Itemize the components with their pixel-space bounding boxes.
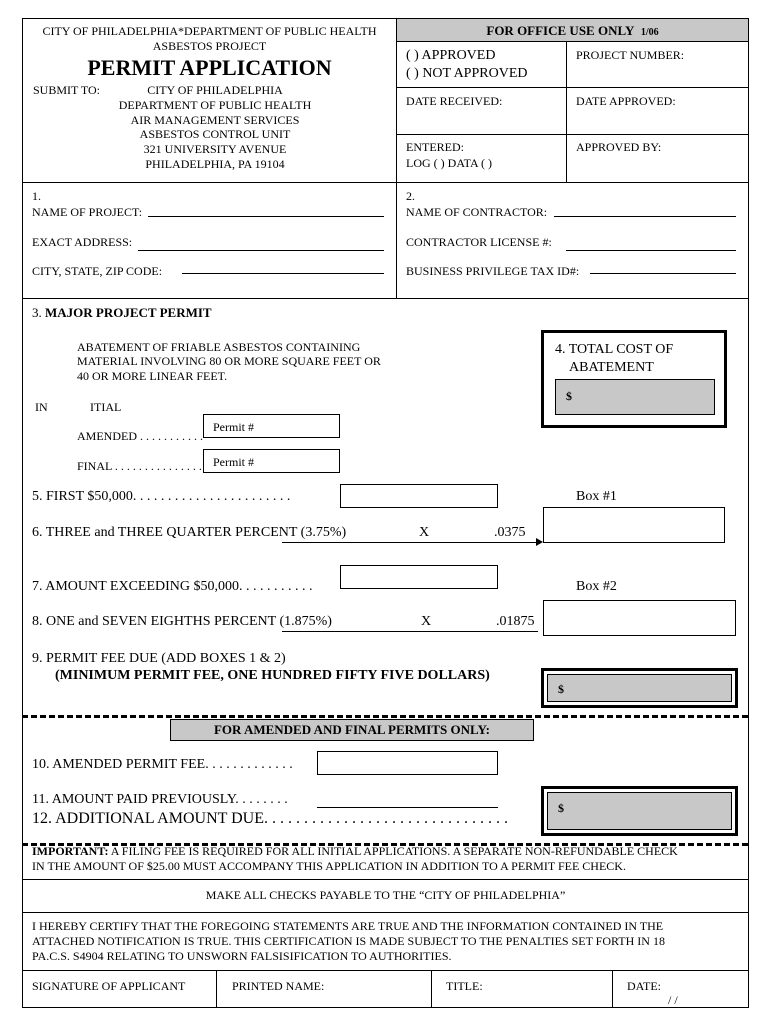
printed-name-field[interactable] xyxy=(217,995,430,1007)
abatement-description: ABATEMENT OF FRIABLE ASBESTOS CONTAINING xyxy=(77,340,361,354)
contractor-license-label: CONTRACTOR LICENSE #: xyxy=(406,235,552,249)
entered-label: ENTERED: xyxy=(406,140,464,154)
final-label: FINAL . . . . . . . . . . . . . . . xyxy=(77,459,202,473)
line-10-label: 10. AMENDED PERMIT FEE. . . . . . . . . . . . . xyxy=(32,757,293,772)
divider xyxy=(566,41,567,182)
address-line: PHILADELPHIA, PA 19104 xyxy=(145,157,285,171)
divider xyxy=(22,879,749,880)
abatement-description: 40 OR MORE LINEAR FEET. xyxy=(77,369,228,383)
divider xyxy=(397,87,748,88)
total-cost-field[interactable] xyxy=(555,379,715,415)
certification-text: I HEREBY CERTIFY THAT THE FOREGOING STATEMENTS ARE TRUE AND THE INFORMATION CONTAINED IN THE xyxy=(32,919,664,933)
divider xyxy=(22,182,749,183)
business-tax-label: BUSINESS PRIVILEGE TAX ID#: xyxy=(406,264,580,278)
address-line: 321 UNIVERSITY AVENUE xyxy=(143,142,287,156)
section-2-number: 2. xyxy=(406,189,415,203)
amended-label: AMENDED . . . . . . . . . . . xyxy=(77,429,203,443)
dollar-sign: $ xyxy=(566,389,572,403)
address-line: DEPARTMENT OF PUBLIC HEALTH xyxy=(118,98,312,112)
certification-text: ATTACHED NOTIFICATION IS TRUE. THIS CERTIFICATION IS MADE SUBJECT TO THE PENALTIES SET FORTH IN 18 xyxy=(32,934,665,948)
office-use-title-text: FOR OFFICE USE ONLY xyxy=(486,23,635,38)
amended-permit-fee-field[interactable] xyxy=(317,751,498,775)
divider xyxy=(22,298,749,299)
title-label: TITLE: xyxy=(446,979,483,993)
divider xyxy=(22,970,749,971)
box-1-field[interactable] xyxy=(543,507,725,543)
divider xyxy=(22,912,749,913)
office-use-title xyxy=(397,24,748,40)
amended-final-banner xyxy=(170,719,534,741)
date-field[interactable]: / / xyxy=(668,993,678,1007)
permit-hash-label: Permit # xyxy=(213,420,254,434)
address-line: CITY OF PHILADELPHIA xyxy=(147,83,283,97)
underline xyxy=(282,631,538,632)
agency-line-2: ASBESTOS PROJECT xyxy=(152,39,267,53)
important-text: A FILING FEE IS REQUIRED FOR ALL INITIAL APPLICATIONS. A SEPARATE NON-REFUNDABLE CHECK xyxy=(108,844,678,858)
form-version: 1/06 xyxy=(640,27,659,38)
permit-fee-due-field[interactable] xyxy=(547,674,732,702)
section-3-number: 3. xyxy=(32,305,42,320)
line-11-label: 11. AMOUNT PAID PREVIOUSLY. . . . . . . . xyxy=(32,792,288,807)
permit-fee-due-box xyxy=(541,668,738,708)
signature-field[interactable] xyxy=(23,995,215,1007)
additional-amount-field[interactable] xyxy=(547,792,732,830)
log-data-checkboxes[interactable]: LOG ( ) DATA ( ) xyxy=(406,156,493,170)
amount-exceeding-field[interactable] xyxy=(340,565,498,589)
dollar-sign: $ xyxy=(558,682,564,696)
dollar-sign: $ xyxy=(558,801,564,815)
printed-name-label: PRINTED NAME: xyxy=(232,979,325,993)
submit-to-label: SUBMIT TO: xyxy=(33,83,101,97)
first-50000-field[interactable] xyxy=(340,484,498,508)
additional-amount-box xyxy=(541,786,738,836)
amount-paid-previously-field[interactable] xyxy=(317,807,498,808)
exact-address-label: EXACT ADDRESS: xyxy=(32,235,133,249)
important-label: IMPORTANT: xyxy=(32,844,109,858)
arrow-head-icon xyxy=(536,538,543,546)
line-5-label: 5. FIRST $50,000. . . . . . . . . . . . . . . . . . . . . . . xyxy=(32,489,291,504)
rate-01875: .01875 xyxy=(496,614,535,629)
important-notice-2: IN THE AMOUNT OF $25.00 MUST ACCOMPANY THIS APPLICATION IN ADDITION TO A PERMIT FEE CHECK. xyxy=(32,859,626,873)
signature-label: SIGNATURE OF APPLICANT xyxy=(32,979,186,993)
line-7-label: 7. AMOUNT EXCEEDING $50,000. . . . . . . . . . . xyxy=(32,579,313,594)
amended-final-title: FOR AMENDED AND FINAL PERMITS ONLY: xyxy=(213,722,491,737)
box-1-label: Box #1 xyxy=(576,489,617,504)
line-9-note: (MINIMUM PERMIT FEE, ONE HUNDRED FIFTY FIVE DOLLARS) xyxy=(55,668,490,683)
address-line: ASBESTOS CONTROL UNIT xyxy=(139,127,291,141)
name-of-contractor-field[interactable] xyxy=(554,216,736,217)
box-2-label: Box #2 xyxy=(576,579,617,594)
line-12-label: 12. ADDITIONAL AMOUNT DUE. . . . . . . . . . . . . . . . . . . . . . . . . . . . . . . xyxy=(32,810,508,827)
dashed-separator xyxy=(22,843,748,846)
name-of-project-field[interactable] xyxy=(148,216,384,217)
multiply-sign: X xyxy=(421,614,432,629)
city-state-zip-label: CITY, STATE, ZIP CODE: xyxy=(32,264,163,278)
line-6-label: 6. THREE and THREE QUARTER PERCENT (3.75%) xyxy=(32,525,347,540)
not-approved-checkbox[interactable]: ( ) NOT APPROVED xyxy=(406,66,528,81)
checks-payable-note: MAKE ALL CHECKS PAYABLE TO THE “CITY OF PHILADELPHIA” xyxy=(205,888,566,902)
business-tax-field[interactable] xyxy=(590,273,736,274)
certification-text: PA.C.S. S4904 RELATING TO UNSWORN FALSISIFICATION TO AUTHORITIES. xyxy=(32,949,452,963)
initial-label-itial: ITIAL xyxy=(90,400,122,414)
dashed-separator xyxy=(22,715,748,718)
important-notice xyxy=(32,844,678,858)
divider xyxy=(396,18,397,298)
section-1-number: 1. xyxy=(32,189,41,203)
name-of-project-label: NAME OF PROJECT: xyxy=(32,205,143,219)
date-approved-label: DATE APPROVED: xyxy=(576,94,676,108)
approved-by-label: APPROVED BY: xyxy=(576,140,662,154)
line-9-label: 9. PERMIT FEE DUE (ADD BOXES 1 & 2) xyxy=(32,651,286,666)
multiply-sign: X xyxy=(419,525,430,540)
total-cost-label-2: ABATEMENT xyxy=(569,360,654,375)
final-permit-number-field[interactable] xyxy=(203,449,340,473)
major-permit-title: MAJOR PROJECT PERMIT xyxy=(45,305,212,320)
line-8-label: 8. ONE and SEVEN EIGHTHS PERCENT (1.875%) xyxy=(32,614,332,629)
abatement-description: MATERIAL INVOLVING 80 OR MORE SQUARE FEET OR xyxy=(77,354,381,368)
city-state-zip-field[interactable] xyxy=(182,273,384,274)
amended-permit-number-field[interactable] xyxy=(203,414,340,438)
title-field[interactable] xyxy=(432,995,611,1007)
address-line: AIR MANAGEMENT SERVICES xyxy=(130,113,300,127)
name-of-contractor-label: NAME OF CONTRACTOR: xyxy=(406,205,548,219)
arrow-line xyxy=(282,542,536,543)
initial-label-in: IN xyxy=(35,400,48,414)
date-label: DATE: xyxy=(627,979,661,993)
project-number-label: PROJECT NUMBER: xyxy=(576,48,685,62)
page-title: PERMIT APPLICATION xyxy=(87,55,332,80)
total-cost-box xyxy=(541,330,727,428)
exact-address-field[interactable] xyxy=(138,250,384,251)
contractor-license-field[interactable] xyxy=(566,250,736,251)
divider xyxy=(397,134,748,135)
box-2-field[interactable] xyxy=(543,600,736,636)
rate-0375: .0375 xyxy=(494,525,526,540)
date-received-label: DATE RECEIVED: xyxy=(406,94,503,108)
approved-checkbox[interactable]: ( ) APPROVED xyxy=(406,48,496,63)
divider xyxy=(612,970,613,1008)
total-cost-label-1: 4. TOTAL COST OF xyxy=(555,342,674,357)
permit-hash-label: Permit # xyxy=(213,455,254,469)
major-permit-heading xyxy=(32,305,212,321)
agency-line-1: CITY OF PHILADELPHIA*DEPARTMENT OF PUBLIC HEALTH xyxy=(42,24,377,38)
